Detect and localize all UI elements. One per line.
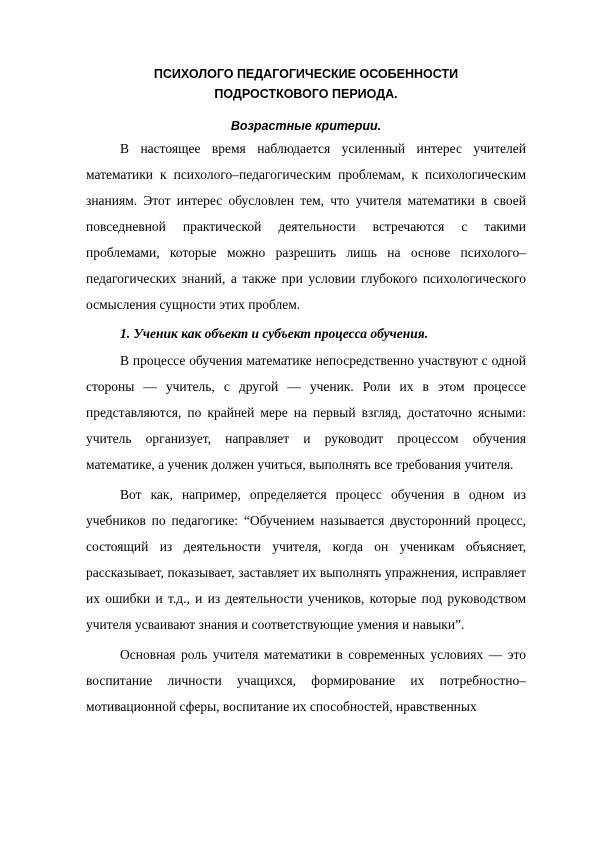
section-paragraph-1: В процессе обучения математике непосредственно участвуют с одной стороны — учитель, с другой — ученик. Роли их в этом процессе представляются, по крайней мере на первый взгляд, достаточно ясными: учитель организует, направляет и руководит процессом обучения математике, а ученик должен учиться, выполнять все требования учителя. bbox=[86, 353, 526, 472]
intro-paragraph: В настоящее время наблюдается усиленный интерес учителей математики к психолого–педагогическим проблемам, к психологическим знаниям. Этот интерес обусловлен тем, что учителя математики в своей повседневной практической деятельности встречаются с такими проблемами, которые можно разрешить лишь на основе психолого–педагогических знаний, а также при условии глубокого психологического осмысления сущности этих проблем. bbox=[86, 141, 526, 312]
title-line-1: ПСИХОЛОГО ПЕДАГОГИЧЕСКИЕ ОСОБЕННОСТИ bbox=[153, 67, 459, 81]
section-paragraph-2: Вот как, например, определяется процесс обучения в одном из учебников по педагогике: “Обучением называется двусторонний процесс, состоящий из деятельности учителя, когда он ученикам объясняет, рассказывает, показывает, заставляет их выполнять упражнения, исправляет их ошибки и т.д., и из деятельности учеников, которые под руководством учителя усваивают знания и соответствующие умения и навыки”. bbox=[86, 487, 526, 632]
document-subtitle: Возрастные критерии. bbox=[230, 119, 382, 133]
section-heading: 1. Ученик как объект и субъект процесса обучения. bbox=[120, 326, 429, 341]
section-paragraph-3: Основная роль учителя математики в современных условиях — это воспитание личности учащихся, формирование их потребностно–мотивационной сферы, воспитание их способностей, нравственных bbox=[86, 647, 526, 714]
document-title bbox=[86, 64, 526, 104]
title-line-2: ПОДРОСТКОВОГО ПЕРИОДА. bbox=[214, 87, 398, 101]
document-page bbox=[86, 64, 526, 724]
